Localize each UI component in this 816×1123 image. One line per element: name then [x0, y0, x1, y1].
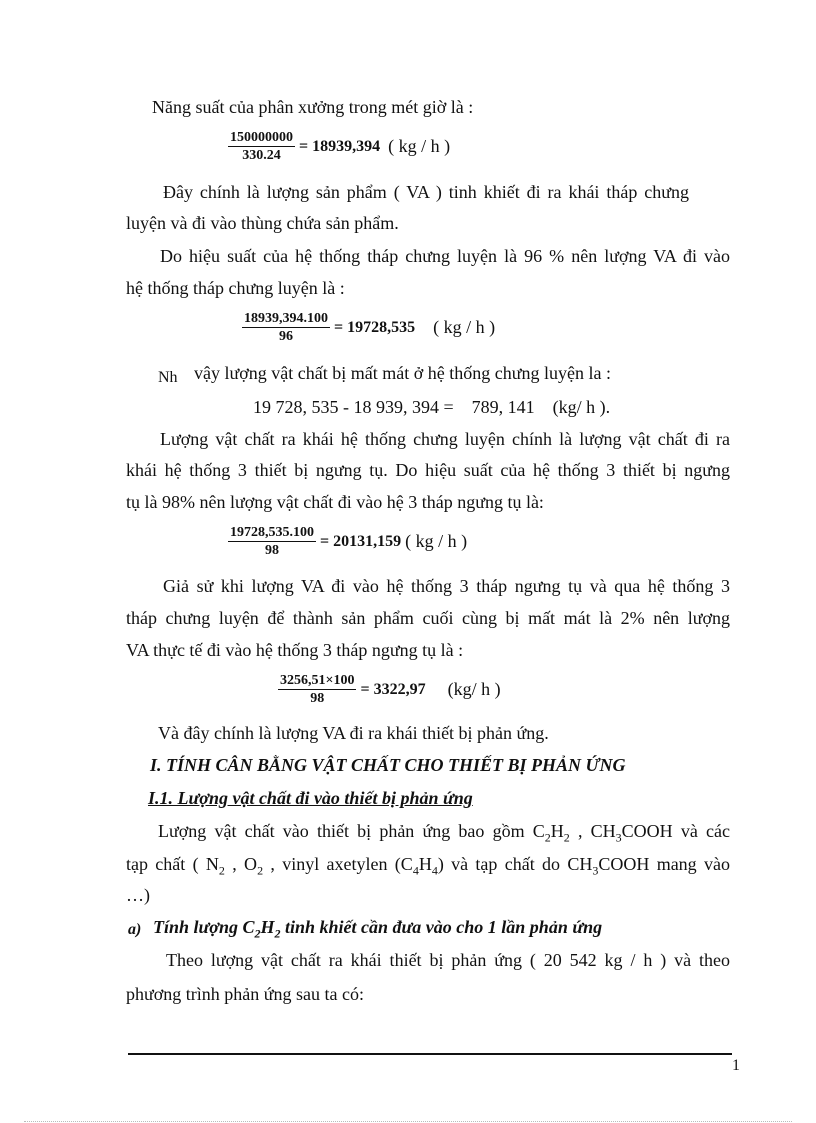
fraction-denominator: 96	[279, 329, 293, 344]
text-fragment: Lượng vật chất vào thiết bị phản ứng bao gồm C	[158, 821, 545, 841]
formula-result: = 19728,535	[334, 318, 416, 336]
paragraph-line: Đây chính là lượng sản phẩm ( VA ) tinh khiết đi ra khái tháp chưng	[163, 182, 689, 202]
formula-unit: (kg/ h )	[447, 679, 501, 699]
fraction-numerator: 150000000	[230, 130, 293, 145]
formula-1	[228, 129, 450, 164]
paragraph-line: Do hiệu suất của hệ thống tháp chưng luyện là 96 % nên lượng VA đi vào	[160, 246, 730, 266]
text-fragment: H	[418, 854, 432, 874]
paragraph-line: tạp chất ( $N_2$ , $O_2$ , vinyl axetylen $(C_4H_4)$ và tạp chất do $CH_3COOH$ mang vào	[126, 854, 730, 878]
paragraph-line: luyện và đi vào thùng chứa sản phẩm.	[126, 213, 399, 233]
paragraph-line: Và đây chính là lượng VA đi ra khái thiết bị phản ứng.	[158, 723, 549, 743]
page-number: 1	[732, 1057, 740, 1074]
formula-unit: ( kg / h )	[405, 531, 468, 551]
paragraph-line: tụ là 98% nên lượng vật chất đi vào hệ 3 tháp ngưng tụ là:	[126, 492, 544, 512]
text-fragment: , O	[224, 854, 258, 874]
paragraph-line: khái hệ thống 3 thiết bị ngưng tụ. Do hiệu suất của hệ thống 3 thiết bị ngưng	[126, 460, 730, 480]
formula-result: = 3322,97	[360, 680, 426, 698]
fraction-numerator: 19728,535.100	[230, 525, 314, 540]
paragraph-line: Lượng vật chất vào thiết bị phản ứng bao gồm $C_2H_2$ , $CH_3COOH$ và các	[158, 821, 730, 845]
paragraph-line: tháp chưng luyện để thành sản phẩm cuối cùng bị mất mát là 2% nên lượng	[126, 608, 730, 628]
text-fragment: COOH mang vào	[598, 854, 730, 874]
text-fragment: Nh	[158, 369, 178, 386]
formula-unit: ( kg / h )	[388, 136, 451, 156]
fraction-numerator: 18939,394.100	[244, 311, 328, 326]
text-fragment: Tính lượng C	[153, 917, 255, 937]
subsection-heading: I.1. Lượng vật chất đi vào thiết bị phản ứng	[148, 788, 473, 808]
text-fragment: , vinyl axetylen (C	[263, 854, 413, 874]
formula-4	[278, 672, 501, 707]
text-fragment: tạp chất ( N	[126, 854, 219, 874]
formula-2	[242, 310, 495, 345]
list-marker: a)	[128, 921, 142, 938]
paragraph-line: hệ thống tháp chưng luyện là :	[126, 278, 345, 298]
formula-unit: ( kg / h )	[433, 317, 496, 337]
formula-result: = 20131,159	[320, 532, 402, 550]
paragraph-line: phương trình phản ứng sau ta có:	[126, 984, 364, 1004]
text-fragment: ) và tạp chất do CH	[437, 854, 593, 874]
paragraph-line: Giả sử khi lượng VA đi vào hệ thống 3 tháp ngưng tụ và qua hệ thống 3	[163, 576, 730, 596]
calculation-line: 19 728, 535 - 18 939, 394 = 789, 141 (kg/ h ).	[253, 397, 611, 417]
fraction-denominator: 98	[310, 691, 325, 706]
fraction-denominator: 98	[265, 543, 279, 558]
text-fragment: tinh khiết cần đưa vào cho 1 lần phản ứng	[280, 917, 603, 937]
fraction-denominator: 330.24	[242, 148, 281, 163]
text-fragment: , CH	[569, 821, 616, 841]
text-line: Năng suất của phân xưởng trong mét giờ là :	[152, 97, 474, 117]
paragraph-line: Lượng vật chất ra khái hệ thống chưng luyện chính là lượng vật chất đi ra	[160, 429, 730, 449]
text-fragment: H	[260, 917, 275, 937]
footer-divider	[128, 1053, 732, 1055]
subsection-heading: Tính lượng $C_2H_2$ tinh khiết cần đưa vào cho 1 lần phản ứng	[153, 917, 603, 941]
text-fragment: H	[550, 821, 564, 841]
paragraph-line: Theo lượng vật chất ra khái thiết bị phản ứng ( 20 542 kg / h ) và theo	[166, 950, 730, 970]
paragraph-line: …)	[126, 885, 150, 905]
formula-3	[228, 524, 467, 559]
text-fragment: COOH và các	[621, 821, 730, 841]
section-heading: I. TÍNH CÂN BẰNG VẬT CHẤT CHO THIẾT BỊ PHẢN ỨNG	[150, 755, 626, 775]
paragraph-line: vậy lượng vật chất bị mất mát ở hệ thống chưng luyện la :	[194, 363, 611, 383]
formula-result: = 18939,394	[299, 137, 381, 155]
page-edge-dots	[24, 1121, 792, 1122]
paragraph-line: VA thực tế đi vào hệ thống 3 tháp ngưng tụ là :	[126, 640, 464, 660]
fraction-numerator: 3256,51×100	[280, 673, 355, 688]
